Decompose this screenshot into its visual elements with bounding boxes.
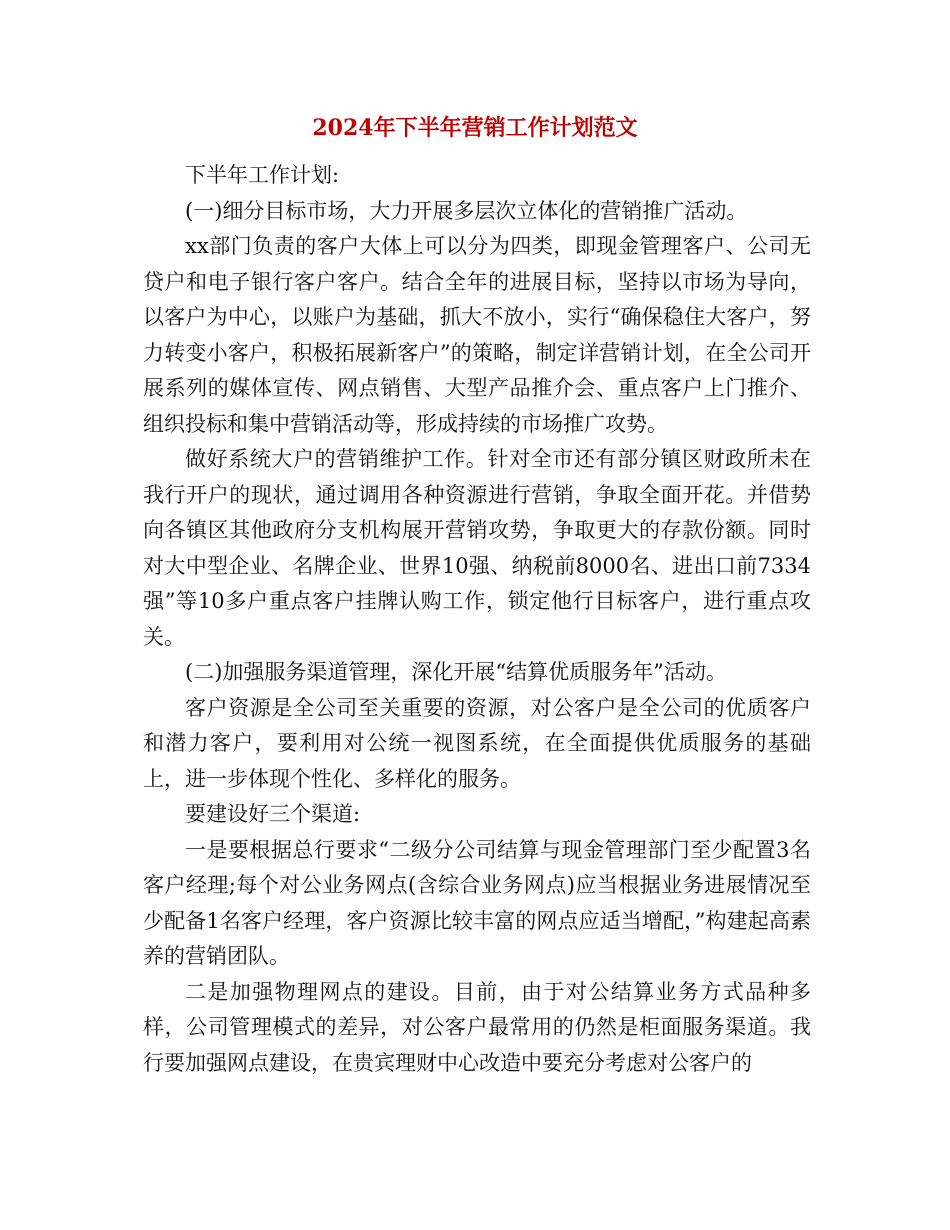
paragraph-customer-resources: 客户资源是全公司至关重要的资源，对公客户是全公司的优质客户和潜力客户，要利用对公统一视图系统，在全面提供优质服务的基础上，进一步体现个性化、多样化的服务。: [143, 695, 811, 791]
paragraph-customer-categories: xx部门负责的客户大体上可以分为四类，即现金管理客户、公司无贷户和电子银行客户客户。结合全年的进展目标，坚持以市场为导向，以客户为中心，以账户为基础，抓大不放小，实行“确保稳住大客户，努力转变小客户，积极拓展新客户”的策略，制定详营销计划，在全公司开展系列的媒体宣传、网点销售、大型产品推介会、重点客户上门推介、组织投标和集中营销活动等，形成持续的市场推广攻势。: [143, 234, 811, 436]
paragraph-system-clients: 做好系统大户的营销维护工作。针对全市还有部分镇区财政所未在我行开户的现状，通过调用各种资源进行营销，争取全面开花。并借势向各镇区其他政府分支机构展开营销攻势，争取更大的存款份额。同时对大中型企业、名牌企业、世界10强、纳税前8000名、进出口前7334强”等10多户重点客户挂牌认购工作，锁定他行目标客户，进行重点攻关。: [143, 447, 811, 649]
paragraph-heading-plan: 下半年工作计划:: [185, 163, 340, 187]
paragraph-three-channels: 要建设好三个渠道:: [185, 802, 361, 826]
paragraph-channel-two: 二是加强物理网点的建设。目前，由于对公结算业务方式品种多样，公司管理模式的差异，对公客户最常用的仍然是柜面服务渠道。我行要加强网点建设，在贵宾理财中心改造中要充分考虑对公客户的: [143, 979, 811, 1075]
paragraph-section-one-heading: (一)细分目标市场，大力开展多层次立体化的营销推广活动。: [185, 198, 748, 223]
document-title: 2024年下半年营销工作计划范文: [312, 115, 638, 141]
paragraph-section-two-heading: (二)加强服务渠道管理，深化开展“结算优质服务年”活动。: [185, 660, 727, 684]
document-body: [143, 158, 811, 1081]
paragraph-channel-one: 一是要根据总行要求“二级分公司结算与现金管理部门至少配置3名客户经理;每个对公业务网点(含综合业务网点)应当根据业务进展情况至少配备1名客户经理，客户资源比较丰富的网点应适当增配，”构建起高素养的营销团队。: [143, 837, 811, 968]
